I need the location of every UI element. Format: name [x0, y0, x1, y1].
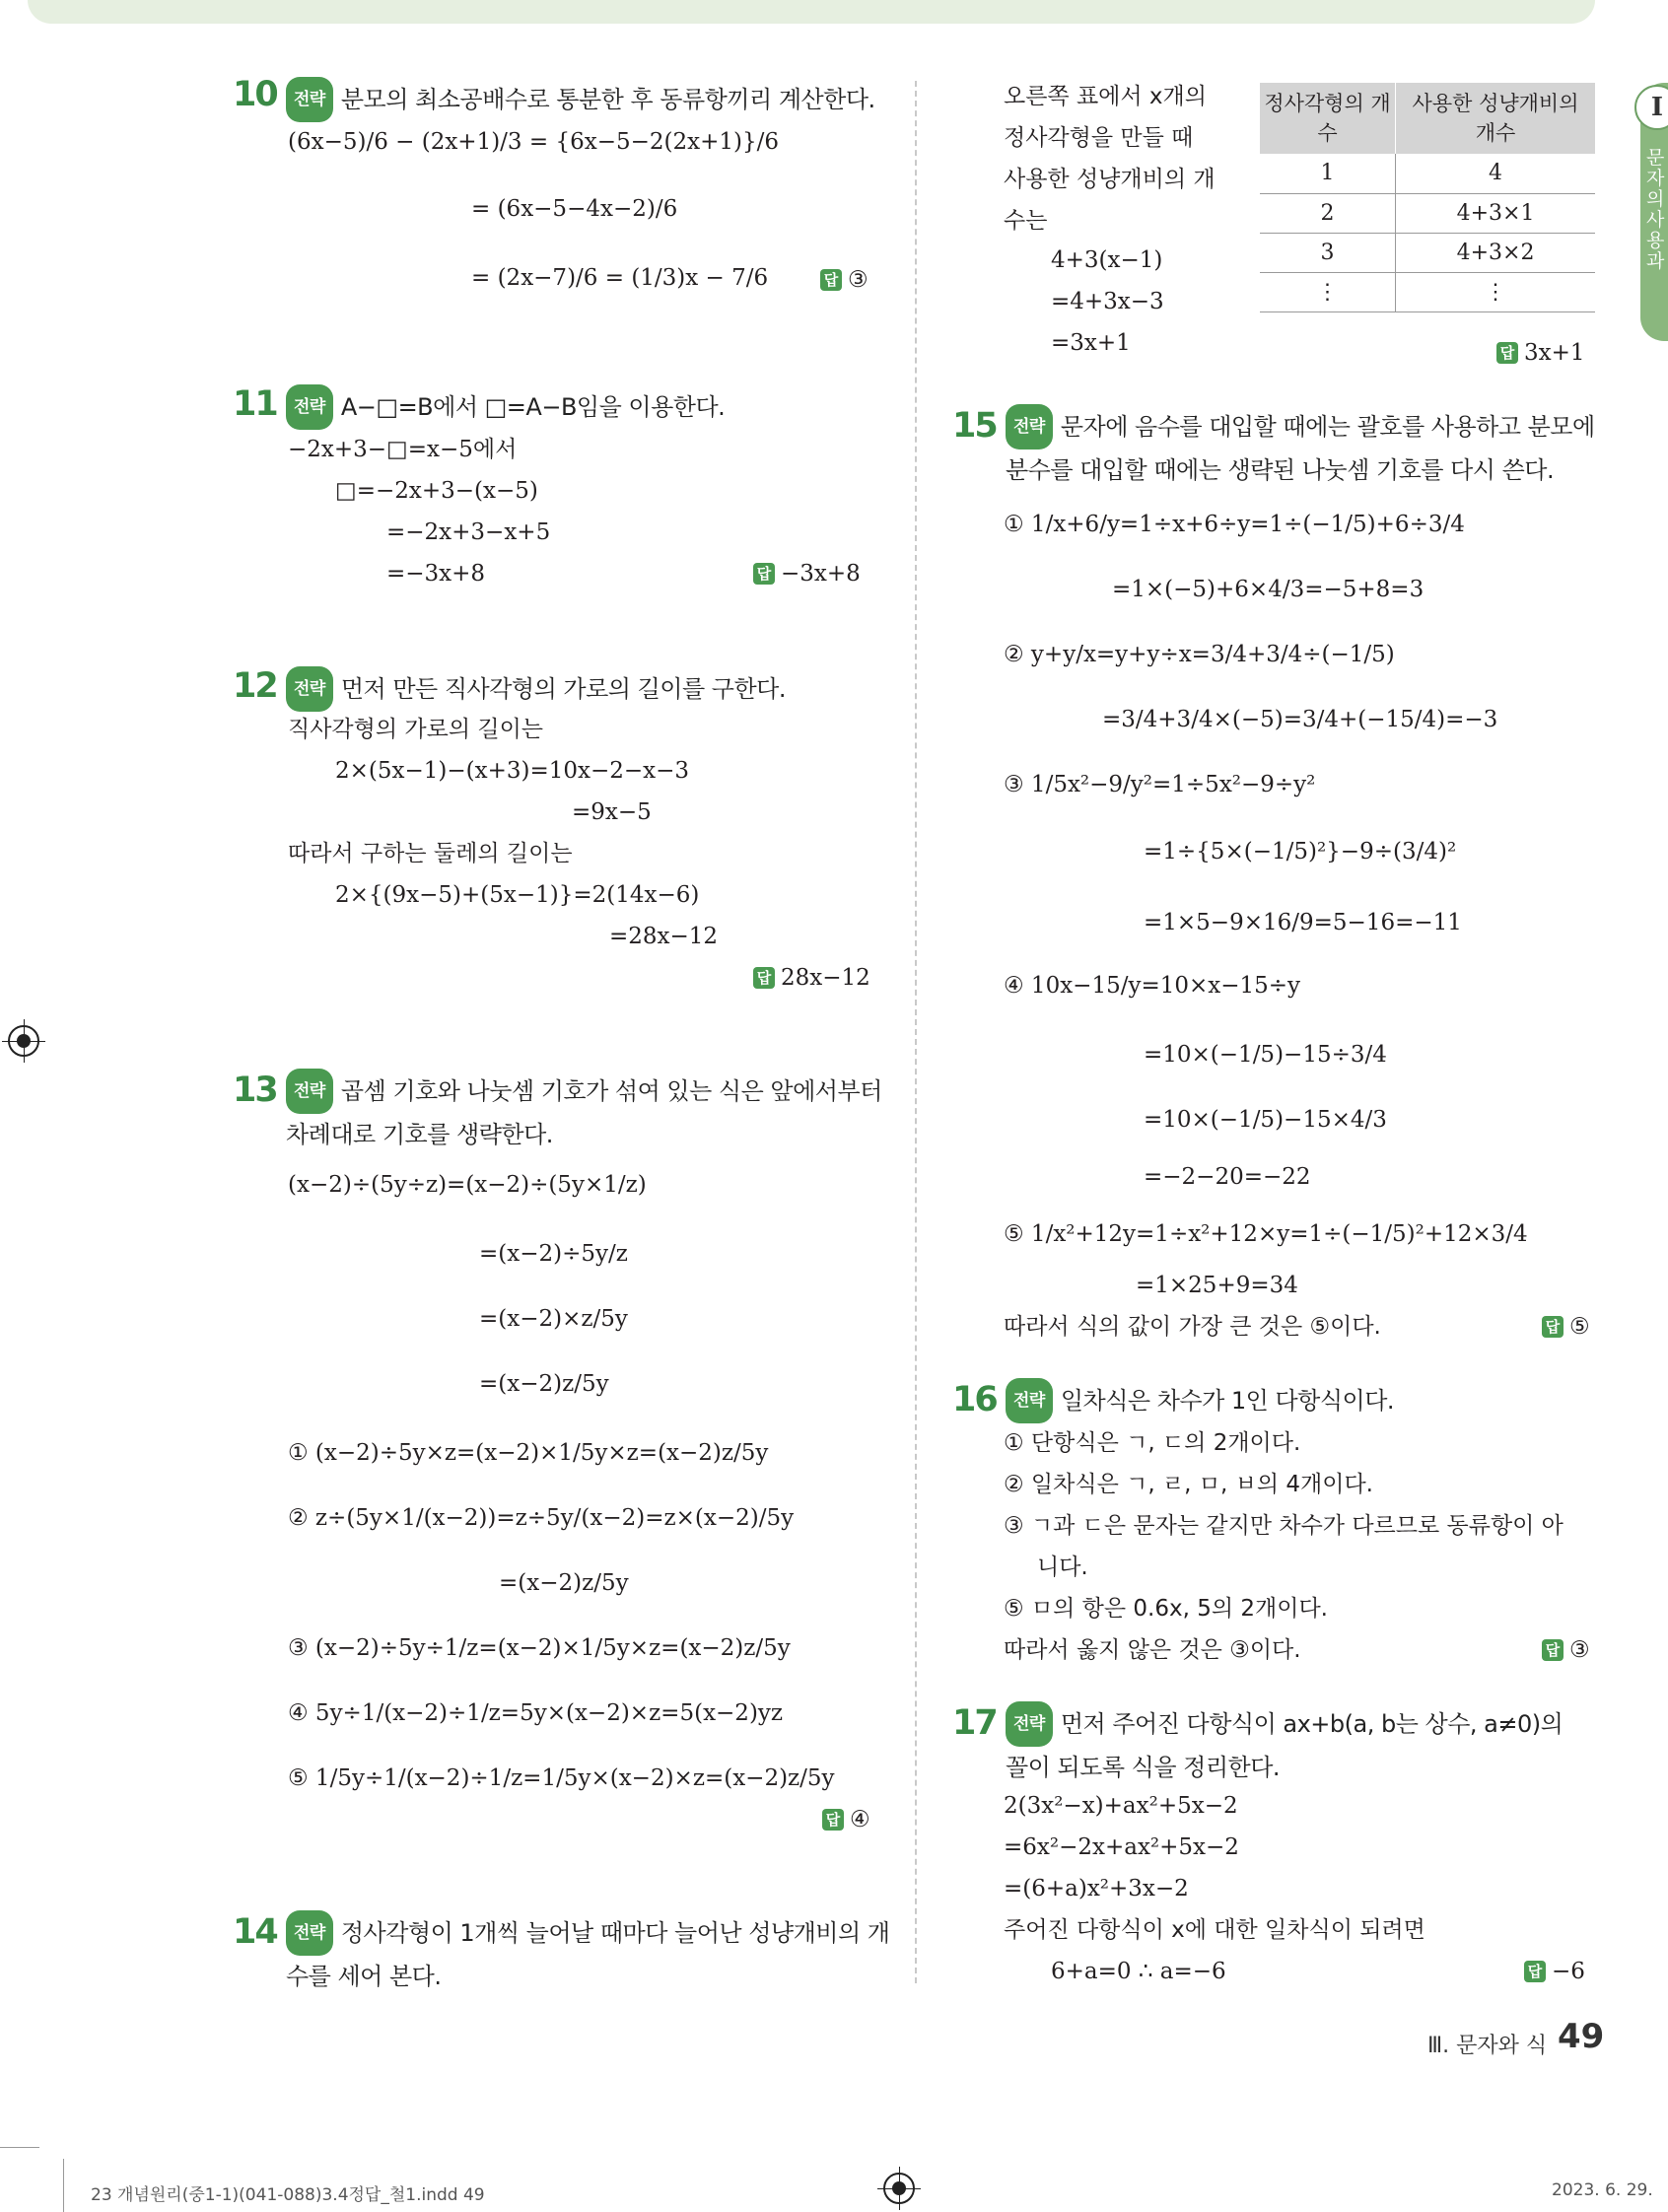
answer-badge: 답 — [753, 563, 775, 585]
solution-line: ③ ㄱ과 ㄷ은 문자는 같지만 차수가 다르므로 동류항이 아 — [1004, 1513, 1564, 1539]
answer-badge: 답 — [820, 269, 842, 291]
table-cell: 4+3×1 — [1396, 193, 1595, 233]
section-title: Ⅲ. 문자와 식 — [1427, 2034, 1548, 2058]
solution-line: =1÷{5×(−1/5)²}−9÷(3/4)² — [1144, 839, 1457, 864]
strategy-badge: 전략 — [1006, 404, 1053, 449]
problem-number: 10 — [233, 75, 277, 114]
solution-line: =3x+1 — [1051, 330, 1131, 356]
strategy-badge: 전략 — [286, 666, 333, 712]
solution-line: =9x−5 — [572, 799, 652, 825]
strategy-text: 문자에 음수를 대입할 때에는 괄호를 사용하고 분모에 — [1060, 413, 1595, 441]
solution-line: =−2x+3−x+5 — [386, 519, 551, 545]
solution-line: 정사각형을 만들 때 — [1004, 125, 1194, 151]
problem-number: 12 — [233, 666, 277, 706]
table-cell: 3 — [1260, 233, 1396, 272]
answer-badge: 답 — [822, 1809, 844, 1831]
table-row — [1260, 193, 1595, 233]
solution-line: ② z÷(5y×1/(x−2))=z÷5y/(x−2)=z×(x−2)/5y — [288, 1505, 795, 1531]
solution-line: =(x−2)z/5y — [479, 1371, 609, 1397]
solution-line: =1×5−9×16/9=5−16=−11 — [1144, 910, 1462, 935]
solution-line: 사용한 성냥개비의 개 — [1004, 167, 1216, 192]
answer — [820, 264, 869, 296]
strategy-text-cont: 분수를 대입할 때에는 생략된 나눗셈 기호를 다시 쓴다. — [1006, 456, 1555, 484]
strategy-text-cont: 꼴이 되도록 식을 정리한다. — [1006, 1754, 1281, 1781]
column-divider — [915, 81, 917, 1983]
answer-value: ④ — [850, 1807, 870, 1832]
strategy-text: 일차식은 차수가 1인 다항식이다. — [1060, 1387, 1395, 1415]
answer — [1542, 1634, 1590, 1666]
solution-line: =(6+a)x²+3x−2 — [1004, 1876, 1189, 1901]
table-header: 정사각형의 개수 — [1260, 83, 1396, 154]
strategy-text: A−□=B에서 □=A−B임을 이용한다. — [340, 393, 726, 421]
answer — [753, 558, 861, 589]
problem-number: 17 — [952, 1703, 997, 1743]
answer-badge: 답 — [1542, 1316, 1564, 1338]
strategy-line — [286, 666, 786, 712]
answer — [1542, 1311, 1590, 1343]
strategy-badge: 전략 — [286, 1069, 333, 1114]
solution-line: 따라서 옳지 않은 것은 ③이다. — [1004, 1637, 1301, 1663]
solution-line: 수는 — [1004, 208, 1048, 234]
registration-mark-icon — [8, 1025, 39, 1057]
strategy-badge: 전략 — [286, 384, 333, 430]
solution-line: 2(3x²−x)+ax²+5x−2 — [1004, 1793, 1238, 1819]
table-cell: 2 — [1260, 193, 1396, 233]
answer-value: ③ — [848, 267, 869, 293]
solution-line: =4+3x−3 — [1051, 289, 1164, 314]
answer-badge: 답 — [1542, 1639, 1564, 1661]
solution-line: ④ 5y÷1/(x−2)÷1/z=5y×(x−2)×z=5(x−2)yz — [288, 1700, 784, 1726]
solution-line: ② 일차식은 ㄱ, ㄹ, ㅁ, ㅂ의 4개이다. — [1004, 1472, 1373, 1497]
strategy-text-cont: 수를 세어 본다. — [286, 1963, 442, 1990]
crop-mark — [0, 2147, 39, 2148]
solution-line: ③ 1/5x²−9/y²=1÷5x²−9÷y² — [1004, 772, 1316, 797]
table-cell: ⋮ — [1260, 272, 1396, 311]
answer-value: −3x+8 — [781, 561, 861, 587]
strategy-line — [286, 77, 875, 122]
strategy-text: 먼저 만든 직사각형의 가로의 길이를 구한다. — [340, 675, 786, 703]
solution-line: =28x−12 — [609, 924, 719, 949]
answer-value: −6 — [1552, 1959, 1585, 1984]
answer-value: 28x−12 — [781, 965, 870, 991]
solution-line: =6x²−2x+ax²+5x−2 — [1004, 1834, 1239, 1860]
strategy-text: 정사각형이 1개씩 늘어날 때마다 늘어난 성냥개비의 개 — [340, 1919, 890, 1947]
problem-number: 14 — [233, 1912, 277, 1952]
solution-line: ① (x−2)÷5y×z=(x−2)×1/5y×z=(x−2)z/5y — [288, 1440, 769, 1466]
problem-number: 13 — [233, 1071, 277, 1110]
solution-line: =(x−2)z/5y — [499, 1570, 629, 1596]
table-cell: 4+3×2 — [1396, 233, 1595, 272]
strategy-line — [286, 384, 725, 430]
strategy-line — [1006, 404, 1595, 491]
matchstick-table — [1260, 83, 1595, 312]
solution-line: 4+3(x−1) — [1051, 247, 1163, 273]
strategy-text: 곱셈 기호와 나눗셈 기호가 섞여 있는 식은 앞에서부터 — [340, 1077, 882, 1105]
chapter-roman-numeral: Ⅰ — [1634, 85, 1668, 130]
solution-line: = (2x−7)/6 = (1/3)x − 7/6 — [471, 265, 769, 291]
solution-line: = (6x−5−4x−2)/6 — [471, 196, 678, 222]
answer-value: ⑤ — [1569, 1314, 1590, 1340]
answer-value: ③ — [1569, 1637, 1590, 1663]
strategy-badge: 전략 — [1006, 1378, 1053, 1423]
page-number: 49 — [1558, 2017, 1605, 2056]
crop-mark — [63, 2159, 64, 2212]
strategy-line — [1006, 1378, 1394, 1423]
solution-line: 2×(5x−1)−(x+3)=10x−2−x−3 — [335, 758, 690, 784]
strategy-text-cont: 차례대로 기호를 생략한다. — [286, 1121, 553, 1148]
solution-line: =10×(−1/5)−15×4/3 — [1144, 1107, 1387, 1133]
solution-line: ④ 10x−15/y=10×x−15÷y — [1004, 973, 1301, 999]
answer — [822, 1804, 870, 1835]
table-header: 사용한 성냥개비의 개수 — [1396, 83, 1595, 154]
solution-line: 따라서 식의 값이 가장 큰 것은 ⑤이다. — [1004, 1314, 1381, 1340]
solution-line: =3/4+3/4×(−5)=3/4+(−15/4)=−3 — [1102, 707, 1498, 732]
answer-badge: 답 — [753, 967, 775, 989]
solution-line: ③ (x−2)÷5y÷1/z=(x−2)×1/5y×z=(x−2)z/5y — [288, 1635, 791, 1661]
strategy-line — [286, 1069, 882, 1155]
answer — [1524, 1956, 1585, 1987]
table-row — [1260, 272, 1595, 311]
solution-line: ① 1/x+6/y=1÷x+6÷y=1÷(−1/5)+6÷3/4 — [1004, 512, 1465, 537]
solution-line: ① 단항식은 ㄱ, ㄷ의 2개이다. — [1004, 1430, 1301, 1456]
solution-line: □=−2x+3−(x−5) — [335, 478, 538, 504]
problem-number: 11 — [233, 384, 277, 424]
solution-line: ⑤ 1/x²+12y=1÷x²+12×y=1÷(−1/5)²+12×3/4 — [1004, 1221, 1528, 1247]
solution-line: =−3x+8 — [386, 561, 486, 587]
solution-line: =10×(−1/5)−15÷3/4 — [1144, 1042, 1387, 1068]
registration-mark-icon — [883, 2173, 915, 2204]
solution-line: 직사각형의 가로의 길이는 — [288, 717, 544, 742]
solution-line: −2x+3−□=x−5에서 — [288, 437, 518, 462]
answer — [753, 962, 870, 994]
strategy-badge: 전략 — [286, 1910, 333, 1956]
solution-line: ⑤ ㅁ의 항은 0.6x, 5의 2개이다. — [1004, 1596, 1328, 1622]
problem-number: 15 — [952, 406, 997, 446]
solution-line: ⑤ 1/5y÷1/(x−2)÷1/z=1/5y×(x−2)×z=(x−2)z/5y — [288, 1765, 835, 1791]
solution-line: =(x−2)×z/5y — [479, 1306, 628, 1332]
strategy-text: 먼저 주어진 다항식이 ax+b(a, b는 상수, a≠0)의 — [1060, 1710, 1564, 1738]
answer — [1496, 337, 1585, 369]
strategy-text: 분모의 최소공배수로 통분한 후 동류항끼리 계산한다. — [340, 86, 875, 113]
problem-number: 16 — [952, 1380, 997, 1419]
solution-line: =1×(−5)+6×4/3=−5+8=3 — [1112, 577, 1425, 602]
solution-line: =−2−20=−22 — [1144, 1164, 1311, 1190]
print-date: 2023. 6. 29. — [1552, 2180, 1653, 2200]
table-cell: 4 — [1396, 154, 1595, 193]
solution-line: ② y+y/x=y+y÷x=3/4+3/4÷(−1/5) — [1004, 642, 1395, 667]
solution-line: (6x−5)/6 − (2x+1)/3 = {6x−5−2(2x+1)}/6 — [288, 129, 779, 155]
strategy-badge: 전략 — [286, 77, 333, 122]
answer-badge: 답 — [1524, 1961, 1546, 1982]
solution-line: 니다. — [1037, 1555, 1088, 1580]
solution-line: 따라서 구하는 둘레의 길이는 — [288, 841, 573, 866]
solution-line: 오른쪽 표에서 x개의 — [1004, 84, 1207, 109]
table-row — [1260, 154, 1595, 193]
solution-line: (x−2)÷(5y÷z)=(x−2)÷(5y×1/z) — [288, 1172, 647, 1198]
table-cell: 1 — [1260, 154, 1396, 193]
table-cell: ⋮ — [1396, 272, 1595, 311]
solution-line: =(x−2)÷5y/z — [479, 1241, 628, 1267]
top-banner — [28, 0, 1595, 24]
solution-line: 6+a=0 ∴ a=−6 — [1051, 1959, 1226, 1984]
strategy-badge: 전략 — [1006, 1701, 1053, 1747]
answer-value: 3x+1 — [1524, 340, 1585, 366]
solution-line: 2×{(9x−5)+(5x−1)}=2(14x−6) — [335, 882, 700, 908]
solution-line: =1×25+9=34 — [1136, 1273, 1298, 1298]
strategy-line — [1006, 1701, 1563, 1788]
table-row — [1260, 233, 1595, 272]
file-info: 23 개념원리(중1-1)(041-088)3.4정답_철1.indd 49 — [91, 2185, 485, 2205]
solution-line: 주어진 다항식이 x에 대한 일차식이 되려면 — [1004, 1917, 1425, 1943]
chapter-side-label: 문자의 사용과 — [1646, 147, 1665, 272]
strategy-line — [286, 1910, 889, 1997]
answer-badge: 답 — [1496, 342, 1518, 364]
